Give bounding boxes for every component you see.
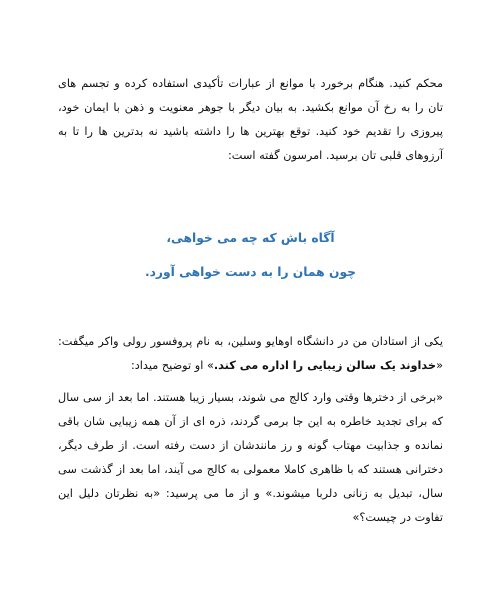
paragraph-emerson-intro: محکم کنید. هنگام برخورد با موانع از عبارات تأکیدی استفاده کرده و تجسم های تان را به رخ آن موانع بکشید. به بیان دیگر با جوهر معنویت و ذهن با ایمان خود، پیروزی را تقدیم خود کنید. توقع بهترین ها را داشته باشید نه بدترین ها را تا به آرزوهای قلبی تان برسید. امرسون گفته است:	[58, 77, 443, 162]
bold-saying: خداوند یک سالن زیبایی را اداره می کند.	[213, 359, 437, 372]
paragraph-professor-walker	[58, 330, 443, 378]
paragraph-college-girls: «برخی از دخترها وقتی وارد کالج می شوند، بسیار زیبا هستند. اما بعد از سی سال که برای تجدید خاطره به این جا برمی گردند، ذره ای از آن همه زیبایی شان باقی نمانده و جذابیت مهتاب گونه و رز مانندشان از دست رفته است. از طرف دیگر، دخترانی هستند که با ظاهری کاملا معمولی به کالج می آیند، اما بعد از گذشت سی سال، تبدیل به زنانی دلربا میشوند.» و از ما می پرسید: «به نظرتان دلیل این تفاوت در چیست؟»	[58, 391, 443, 524]
paragraph-tail-text: » او توضیح میداد:	[130, 359, 214, 372]
emerson-quote-line-2: چون همان را به دست خواهی آورد.	[144, 265, 357, 279]
paragraph-intro-text: یکی از استادان من در دانشگاه اوهایو وسلین، به نام پروفسور رولی واکر میگفت: «	[58, 335, 443, 372]
emerson-quote-line-1: آگاه باش که چه می خواهی،	[166, 231, 335, 245]
